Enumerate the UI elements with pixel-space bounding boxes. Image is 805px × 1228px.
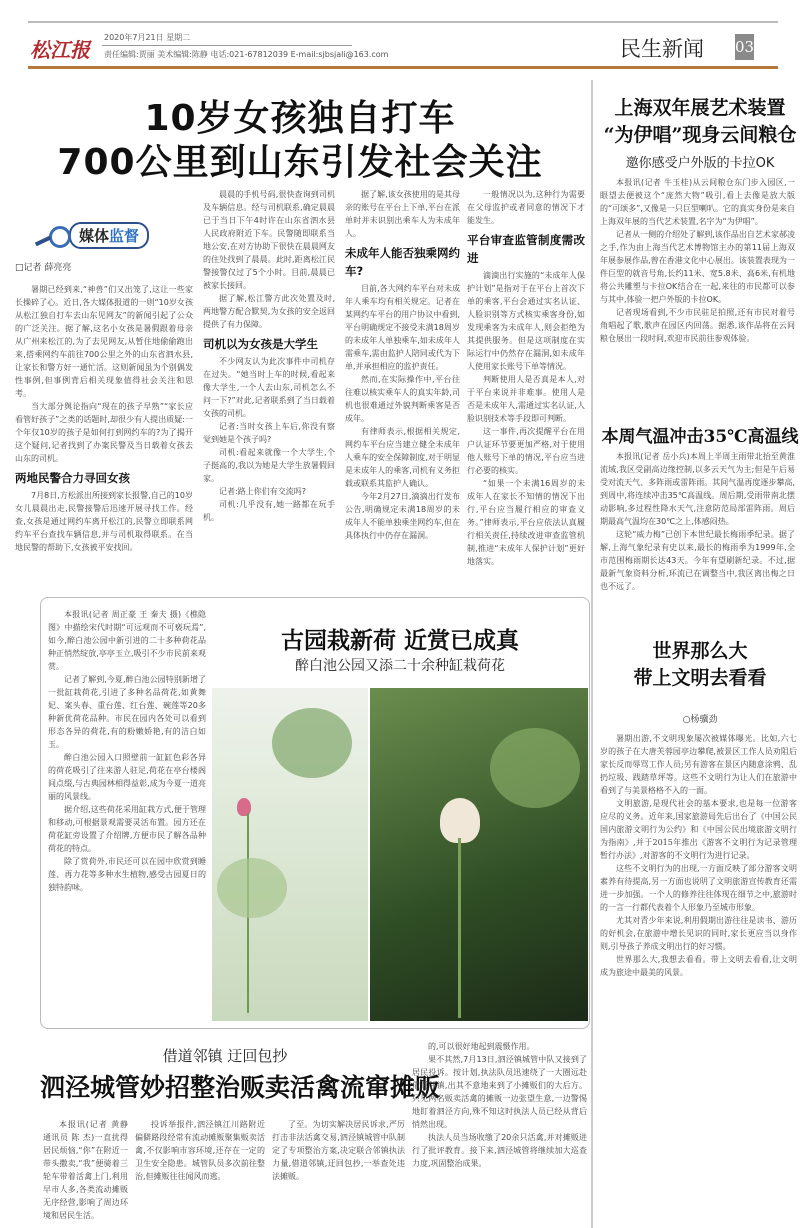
byline: □记者 薛亮亮 (15, 263, 72, 273)
lotus-headline: 古园栽新荷 近赏已成真 (280, 628, 519, 654)
stall-body-col3: 了至。为切实解决居民诉求,严厉打击非法活禽交易,泗泾镇城管中队制定了专项整治方案,决定联合邻镇执法力量,借道邻镇,迂回包抄,一举查处违法摊贩。 (272, 1120, 405, 1181)
issue-date: 2020年7月21日 星期二 (104, 33, 191, 42)
art-installation-headline: 上海双年展艺术装置 “为伊唱”现身云间粮仓 (603, 97, 797, 146)
main-article-col1: □记者 薛亮亮 暑期已经到来,“神兽”们又出笼了,这让一些家长操碎了心。近日,各大媒体报道的一则“10岁女孩从松江独自打车去山东见网友”的新闻引起了公众的广泛关注。据了解,这名小女孩是暑假跟着母亲从广州来松江的,为了去见网友,从暂住地偷偷跑出来,搭乘网约车前往700公里之外的山东省泗水县,让家长和警方好一通忙活。这则新闻虽为个别偶发性事例,但事例背后相关现象值得社会关注和思考。 当大部分舆论指向“现在的孩子早熟”“家长应看管好孩子”之类的话题时,却很少有人提出质疑:一个年仅10岁的孩子是如何打到网约车的?为了揭开这个疑问,记者找到了办案民警及当日载着女孩去山东的司机。 两地民警合力寻回女孩 7月8日,方松派出所接到家长报警,自己的10岁女儿晨晨出走,民警接警后迅速开展寻找工作。经查,女孩是通过网约车离开松江的,民警立即联系网约车平台查找车辆信息,并与司机取得联系。在当地民警的帮助下,女孩被平安找回。 (15, 263, 193, 552)
main-article-col4: 一般情况以为,这种行为需要在父母监护或者同意的情况下才能发生。 平台审查监管制度需改进 滴滴出行实施的“未成年人保护计划”是指对于在平台上首次下单的乘客,平台会通过实名认证、人脸识别等方式核实乘客身份,如发现乘客为未成年人,则会拒绝为其提供服务。但是这项制度在实际运行中仍然存在漏洞,如未成年人使用家长账号下单等情况。 判断使用人是否真是本人,对于平台来说并非难事。使用人是否是未成年人,需通过实名认证,人脸识别技术等手段即可判断。 这一事件,再次提醒平台在用户认证环节要更加严格,对于使用他人账号下单的情况,平台应当进行必要的核实。 “如果一个未满16周岁的未成年人在家长不知情的情况下出行,平台应当履行相应的审查义务。”律师表示,平台应依法认真履行相关责任,持续改进审查监管机制,推进“未成年人保护计划”更好地落实。 (467, 190, 585, 566)
masthead-divider (102, 45, 352, 46)
editor-info: 责任编辑:贾丽 美术编辑:陈静 电话:021-67812039 E-mail:sjbsjali@163.com (104, 50, 389, 59)
newspaper-logo: 松江报 (30, 38, 90, 62)
section-title: 民生新闻 (620, 37, 704, 61)
magnifier-icon (35, 226, 69, 246)
stall-subheadline: 借道邻镇 迂回包抄 (162, 1047, 288, 1065)
art-installation-subheadline: 邀你感受户外版的卡拉OK (625, 156, 775, 171)
editorial-author: ○杨骥劲 (682, 715, 718, 725)
editorial-headline: 世界那么大 带上文明去看看 (633, 640, 767, 689)
weather-headline: 本周气温冲击35℃高温线 (601, 427, 799, 447)
lotus-body: 本报讯(记者 周正豪 王 秦夫 摄)《樵隐图》中描绘宋代时期“可远观而不可亵玩焉”,如今,醉白池公园中新引进的二十多种荷花品种正悄然绽放,亭亭玉立,吸引不少市民前来观赏。 记者了解到,今夏,醉白池公园特别新增了一批缸栽荷花,引进了多种名品荷花,如黄舞妃、案头春、重台莲、红台莲、碗莲等20多种新优荷花品种。市民在园内各处可以看到形态各异的荷花,有的粉嫩娇艳,有的洁白如玉。 醉白池公园入口照壁前一缸缸色彩各异的荷花吸引了往来游人驻足,荷花在亭台楼阁间点缀,与古典园林相得益彰,成为今夏一道亮丽的风景线。 据介绍,这些荷花采用缸栽方式,便于管理和移动,可根据景观需要灵活布置。园方还在荷花缸旁设置了介绍牌,方便市民了解各品种荷花的特点。 除了赏荷外,市民还可以在园中欣赏到睡莲、再力花等多种水生植物,感受古园夏日的独特韵味。 (48, 610, 206, 892)
subheading: 司机以为女孩是大学生 (203, 337, 318, 351)
subheading: 两地民警合力寻回女孩 (15, 471, 130, 485)
main-headline: 10岁女孩独自打车 700公里到山东引发社会关注 (57, 98, 543, 183)
art-installation-body: 本报讯(记者 牛玉桂)从云间粮仓东门步入园区,一眼望去便被这个“庞然大物”吸引,看上去像是放大版的“可颂多”,又像是一只巨型喇叭。它的真实身份是来自上海双年展的当代艺术装置,名字为“为伊唱”。 记者从一侧的介绍处了解到,该作品出自艺术家郝凌之手,作为由上海当代艺术博物馆主办的第11届上海双年展参展作品,曾在香港文化中心展出。该装置表现为一件巨型的就音号角,长约11米、宽5.8米、高6米,有机地将公共雕塑与卡拉OK结合在一起,来往的市民都可以参与其中,体验一把户外版的卡拉OK。 记者现场看到,不少市民驻足拍照,还有市民对着号角唱起了歌,歌声在园区内回荡。据悉,该作品将在云间粮仓展出一段时间,欢迎市民前往参观体验。 (600, 178, 795, 343)
lotus-subheadline: 醉白池公园又添二十余种缸栽荷花 (295, 658, 505, 674)
editorial-body: 暑期出游,不文明现象屡次被媒体曝光。比如,六七岁的孩子在大唐芙蓉园亭边攀爬,被景区工作人员劝阻后家长反而辱骂工作人员;另有游客在景区内随意涂鸦、乱扔垃圾、践踏草坪等。这些不文明行为让人们在旅游中看到了与美景格格不入的一面。 文明旅游,是现代社会的基本要求,也是每一位游客应尽的义务。近年来,国家旅游局先后出台了《中国公民国内旅游文明行为公约》和《中国公民出境旅游文明行为指南》,并于2015年推出《游客不文明行为记录管理暂行办法》,对游客的不文明行为进行记录。 这些不文明行为的出现,一方面反映了部分游客文明素养有待提高,另一方面也说明了文明旅游宣传教育还需进一步加强。一个人的修养往往体现在细节之中,旅游时的一言一行都代表着个人形象乃至城市形象。 尤其对青少年来说,利用假期出游往往是读书、游历的好机会,在旅游中增长见识的同时,家长更应当以身作则,引导孩子养成文明出行的好习惯。 世界那么大,我想去看看。带上文明去看看,让文明成为旅途中最美的风景。 (600, 734, 797, 977)
lotus-photo-2 (370, 688, 588, 1021)
weather-body: 本报讯(记者 岳小兵)本周上半周主雨带北抬至黄淮流域,我区受副高边缘控制,以多云天气为主;但是午后易受对流天气、多阵雨或雷阵雨。其间气温再度逐步攀高,到周中,将连续冲击35℃高温线。周后期,受雨带南北摆动影响,多过程性降水天气,注意防范局部雷阵雨。周后期最高气温均在30℃之上,体感闷热。 这轮“威力梅”已创下本世纪最长梅雨季纪录。据了解,上海气象纪录有史以来,最长的梅雨季为1999年,全市范围梅雨期长达43天。今年有望刷新纪录。不过,据最新气象资料分析,环流已在调整当中,我区离出梅之日也不远了。 (600, 452, 795, 591)
stall-headline: 泗泾城管妙招整治贩卖活禽流窜摊贩 (40, 1073, 441, 1102)
header-accent-bar (28, 66, 778, 69)
subheading: 未成年人能否独乘网约车? (345, 246, 460, 278)
stall-body-col2: 投诉举报件,泗泾镇江川路附近偏僻路段经常有流动摊贩聚集贩卖活禽,不仅影响市容环境,还存在一定的卫生安全隐患。城管队员多次前往整治,但摊贩往往闻风而逃。 (135, 1120, 265, 1181)
lotus-photo-1 (212, 688, 368, 1021)
stall-body-col4: 的,可以很好地起到震慑作用。 果不其然,7月13日,泗泾镇城管中队又接到了居民投诉。按计划,执法队员迅速绕了一大圈远赴借道邻镇,出其不意地来到了小摊贩们的大后方。只见两名贩卖活禽的摊贩一边张望生意,一边警惕地盯着泗泾方向,殊不知这时执法人员已经从背后悄然出现。 执法人员当场收缴了20余只活禽,并对摊贩进行了批评教育。接下来,泗泾城管将继续加大巡查力度,巩固整治成果。 (412, 1042, 587, 1168)
media-supervision-badge: 媒体监督 (35, 222, 149, 249)
subheading: 平台审查监管制度需改进 (467, 233, 585, 265)
stall-body-col1: 本报讯(记者 黄静 通讯员 陈 杰)一直扰得居民烦恼,“你”在附近一带头撒卖,“我”便骑着三轮车带着活禽上门,利用早市人多,各类流动摊贩无序经营,影响了周边环境和居民生活。 (43, 1120, 128, 1220)
column-divider (591, 80, 593, 1228)
main-article-col2: 晨晨的手机号码,很快查询到司机及车辆信息。经与司机联系,确定晨晨已于当日下午4时许在山东省泗水县人民政府附近下车。民警随即联系当地公安,在对方协助下很快在晨晨网友的住处找到了晨晨。此时,距离松江民警接警仅过了5个小时。目前,晨晨已被家长接回。 据了解,松江警方此次处置及时,两地警方配合默契,为女孩的安全返回提供了有力保障。 司机以为女孩是大学生 不少网友认为此次事件中司机存在过失。“她当时上车的时候,看起来像大学生,一个人去山东,司机怎么不问一下?”对此,记者联系到了当日载着女孩的司机。 记者:当时女孩上车后,你没有察觉到她是个孩子吗? 司机:看起来就像一个大学生,个子挺高的,我以为她是大学生放暑假回家。 记者:路上你们有交流吗? 司机:几乎没有,她一路都在玩手机。 (203, 190, 335, 522)
page-number: 03 (735, 34, 754, 60)
header-rule (28, 21, 778, 23)
main-article-col3: 据了解,该女孩使用的是其母亲的账号在平台上下单,平台在派单时并未识别出乘车人为未成年人。 未成年人能否独乘网约车? 目前,各大网约车平台对未成年人乘车均有相关规定。记者在某网约车平台的用户协议中看到,平台明确规定不接受未满18周岁的未成年人单独乘车,如未成年人需乘车,需由监护人陪同或代为下单,并承担相应的监护责任。 然而,在实际操作中,平台往往难以核实乘车人的真实年龄,司机也很难通过外貌判断乘客是否成年。 有律师表示,根据相关规定,网约车平台应当建立健全未成年人乘车的安全保障制度,对于明显是未成年人的乘客,司机有义务拒载或联系其监护人确认。 今年2月27日,滴滴出行发布公告,明确规定未满18周岁的未成年人不能单独乘坐网约车,但在具体执行中仍存在漏洞。 (345, 190, 460, 540)
